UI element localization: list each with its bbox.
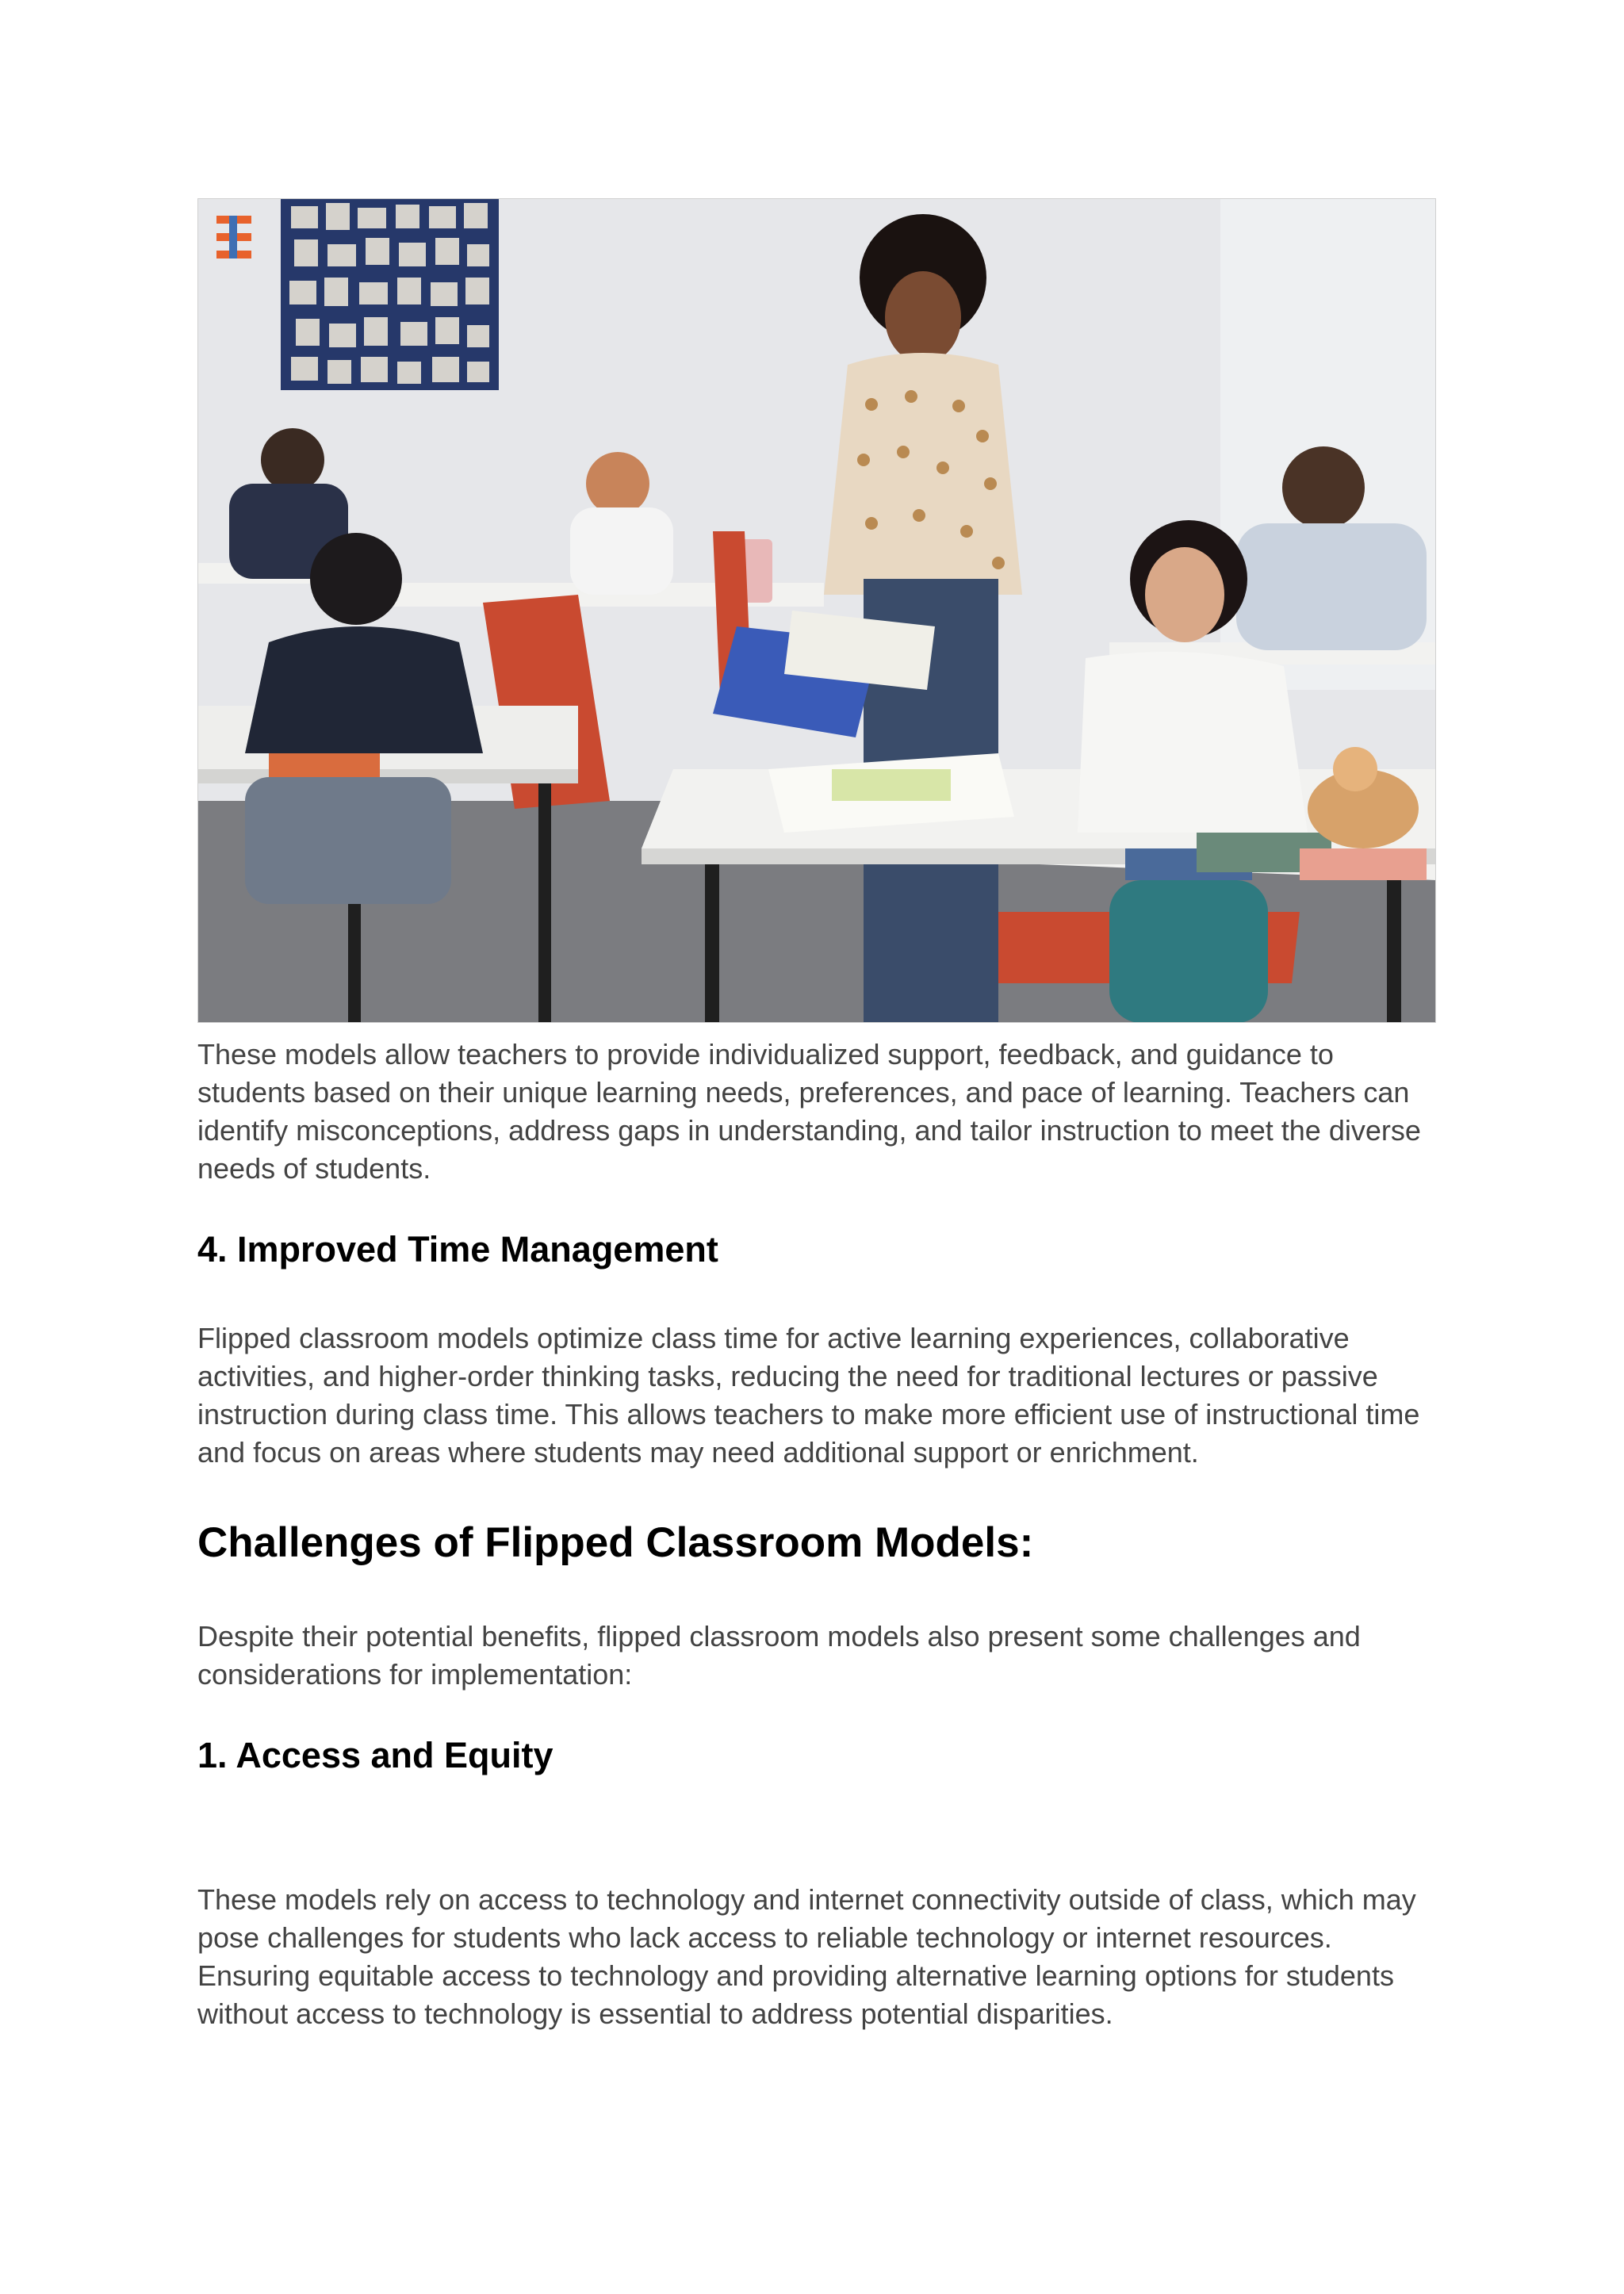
paragraph-access-equity: These models rely on access to technology and internet connectivity outside of class, which may pose challenges for students who lack access to reliable technology or internet resources. Ensuring equitable access to technology and providing alternative learning options for students without access to technology is essential to address potential disparities. xyxy=(197,1883,1416,2030)
heading-challenges: Challenges of Flipped Classroom Models: xyxy=(197,1519,1034,1566)
paragraph-time-management: Flipped classroom models optimize class time for active learning experiences, collaborative activities, and higher-order thinking tasks, reducing the need for traditional lectures or passive instruction during class time. This allows teachers to make more efficient use of instructional time and focus on areas where students may need additional support or enrichment. xyxy=(197,1322,1420,1469)
heading-improved-time-management: 4. Improved Time Management xyxy=(197,1229,718,1270)
paragraph-individualized-support: These models allow teachers to provide individualized support, feedback, and guidance to students based on their unique learning needs, preferences, and pace of learning. Teachers can identify misconceptions, address gaps in understanding, and tailor instruction to meet the diverse needs of students. xyxy=(197,1038,1421,1185)
heading-access-and-equity: 1. Access and Equity xyxy=(197,1735,553,1775)
document-content xyxy=(197,198,1436,2033)
paragraph-challenges-intro: Despite their potential benefits, flipped classroom models also present some challenges and considerations for implementation: xyxy=(197,1620,1361,1691)
orange-emblem-icon xyxy=(216,216,251,259)
classroom-photo xyxy=(197,198,1436,1023)
